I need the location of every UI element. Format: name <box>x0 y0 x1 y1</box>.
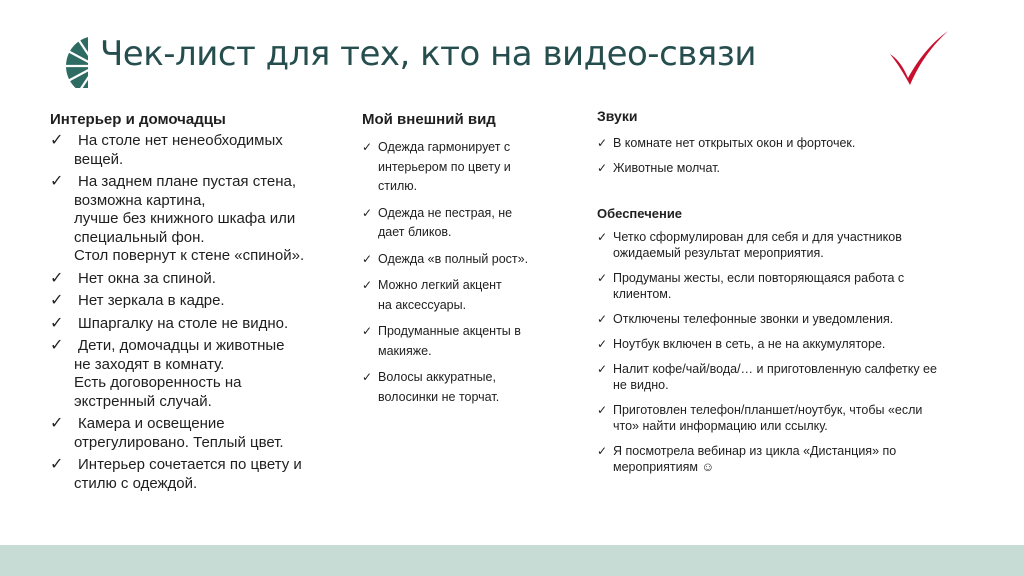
check-icon: ✓ <box>362 370 373 384</box>
check-icon: ✓ <box>597 362 608 377</box>
check-icon: ✓ <box>50 314 64 332</box>
list-item: ✓ Одежда не пестрая, не дает бликов. <box>362 205 513 239</box>
list-item: ✓ Камера и освещение отрегулировано. Теплый цвет. <box>50 415 284 451</box>
check-icon: ✓ <box>362 140 373 154</box>
list-item: ✓ Отключены телефонные звонки и уведомления. <box>597 312 894 327</box>
check-icon: ✓ <box>597 444 608 459</box>
list-item: ✓ Приготовлен телефон/планшет/ноутбук, чтобы «если что» найти информацию или ссылку. <box>597 403 923 434</box>
list-item: ✓ Одежда гармонирует с интерьером по цвету и стилю. <box>362 140 511 193</box>
check-icon: ✓ <box>597 271 608 286</box>
footer-band <box>0 545 1024 576</box>
check-icon: ✓ <box>597 403 608 418</box>
check-icon: ✓ <box>50 173 64 190</box>
check-icon: ✓ <box>597 135 608 150</box>
check-icon: ✓ <box>50 337 64 354</box>
check-icon: ✓ <box>362 324 373 338</box>
list-item: ✓ Нет зеркала в кадре. <box>50 292 225 309</box>
appearance-section <box>362 111 572 414</box>
check-icon: ✓ <box>362 278 373 292</box>
provision-heading: Обеспечение <box>597 205 683 221</box>
list-item: ✓ Четко сформулирован для себя и для участников ожидаемый результат мероприятия. <box>597 230 902 261</box>
list-item: ✓ Я посмотрела вебинар из цикла «Дистанция» по мероприятиям ☺ <box>597 444 897 475</box>
check-icon: ✓ <box>597 337 608 352</box>
provision-list <box>597 229 1007 475</box>
check-icon: ✓ <box>362 251 373 266</box>
check-icon: ✓ <box>50 415 64 432</box>
check-icon: ✓ <box>50 132 64 149</box>
list-item: ✓ Шпаргалку на столе не видно. <box>50 314 289 332</box>
check-icon: ✓ <box>50 456 64 473</box>
list-item: ✓ На заднем плане пустая стена, возможна картина, лучше без книжного шкафа или специальный фон. Стол повернут к стене «спиной». <box>50 173 305 264</box>
list-item: ✓ Нет окна за спиной. <box>50 269 216 287</box>
appearance-list <box>362 138 572 407</box>
check-icon: ✓ <box>597 230 608 245</box>
check-icon: ✓ <box>362 205 373 220</box>
list-item: ✓ Интерьер сочетается по цвету и стилю с одеждой. <box>50 456 302 492</box>
interior-list <box>50 132 350 493</box>
interior-heading: Интерьер и домочадцы <box>50 111 226 128</box>
list-item: ✓ В комнате нет открытых окон и форточек. <box>597 135 856 150</box>
page-title: Чек-лист для тех, кто на видео-связи <box>100 34 756 74</box>
check-icon: ✓ <box>50 269 64 287</box>
list-item: ✓ Продуманные акценты в макияже. <box>362 324 521 358</box>
list-item: ✓ Можно легкий акцент на аксессуары. <box>362 278 502 312</box>
list-item: ✓ Налит кофе/чай/вода/… и приготовленную салфетку ее не видно. <box>597 362 937 393</box>
red-checkmark-icon <box>888 28 950 86</box>
list-item: ✓ Дети, домочадцы и животные не заходят в комнату. Есть договоренность на экстренный случай. <box>50 337 285 410</box>
sound-and-provision-section <box>597 108 1007 484</box>
check-icon: ✓ <box>50 292 64 309</box>
check-icon: ✓ <box>597 160 608 175</box>
list-item: ✓ Животные молчат. <box>597 160 721 175</box>
check-icon: ✓ <box>597 312 608 327</box>
sounds-list <box>597 135 1007 176</box>
interior-section <box>50 111 350 497</box>
list-item: ✓ Одежда «в полный рост». <box>362 250 572 270</box>
list-item: ✓ На столе нет ненеобходимых вещей. <box>50 132 283 168</box>
list-item: ✓ Ноутбук включен в сеть, а не на аккумуляторе. <box>597 337 886 352</box>
appearance-heading: Мой внешний вид <box>362 111 496 128</box>
list-item: ✓ Продуманы жесты, если повторяющаяся работа с клиентом. <box>597 271 905 302</box>
list-item: ✓ Волосы аккуратные, волосинки не торчат. <box>362 370 500 404</box>
logo-leaf-icon <box>56 24 92 88</box>
sounds-heading: Звуки <box>597 108 638 124</box>
